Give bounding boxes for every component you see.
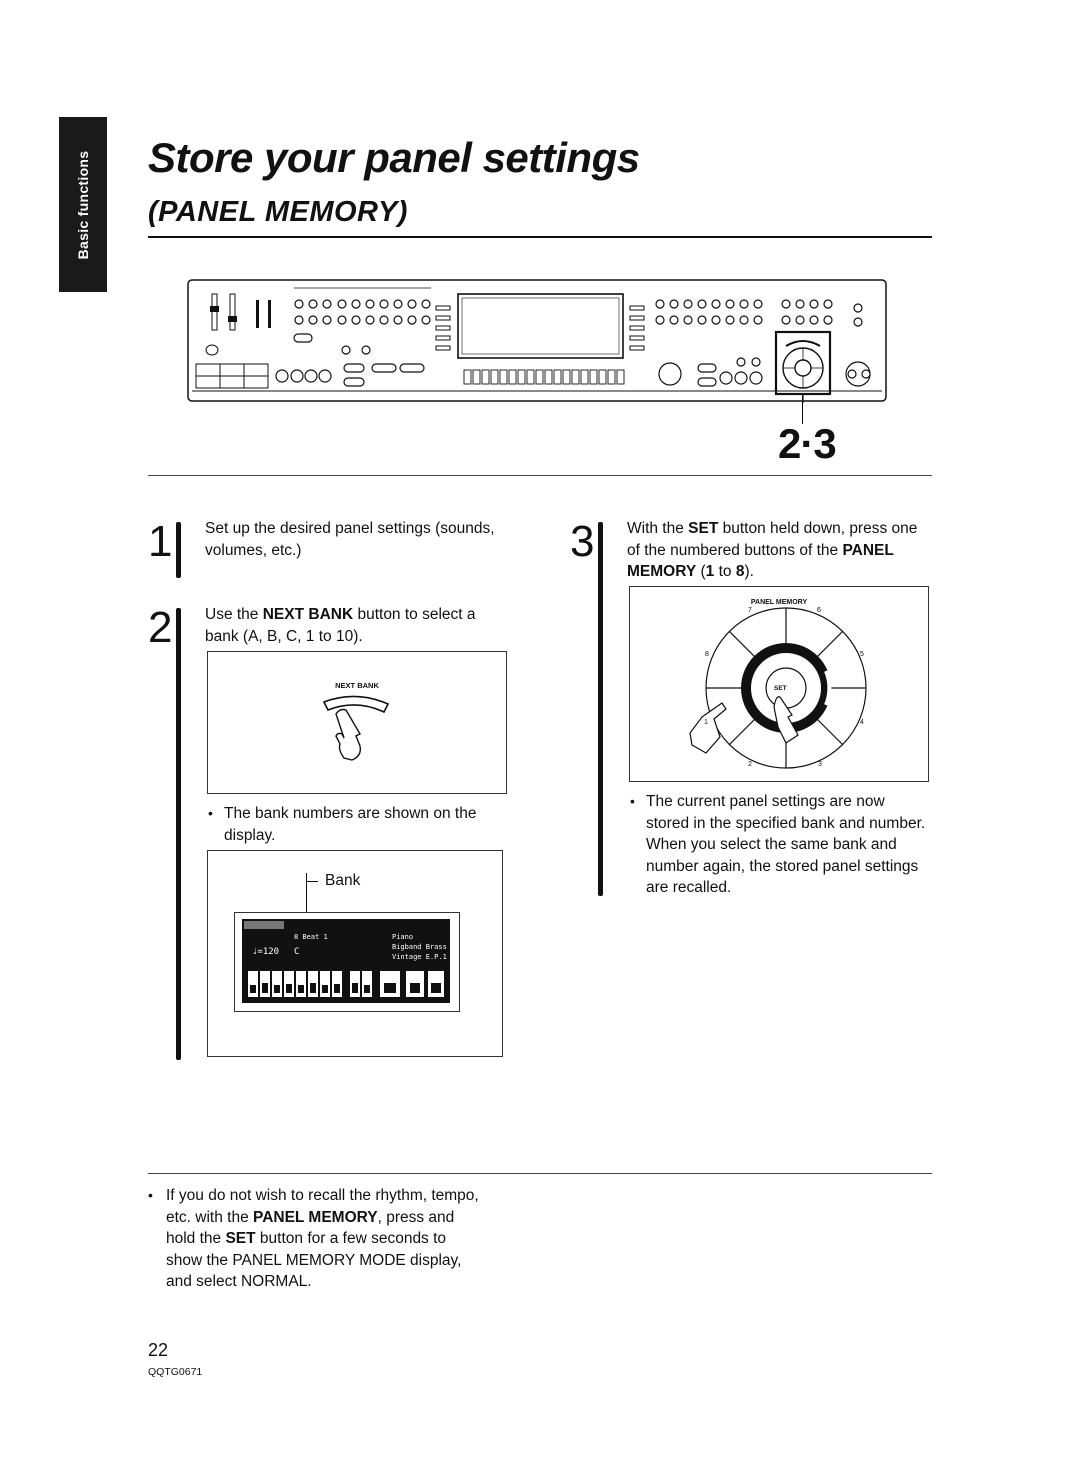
note-bullet-dot: • — [148, 1187, 153, 1203]
bullet-dot-3: • — [630, 793, 635, 809]
step-3-bar — [598, 522, 603, 896]
step-1-number: 1 — [148, 517, 173, 566]
lcd-sound-2: Bigband Brass — [392, 943, 447, 951]
display-figure — [207, 850, 503, 1057]
lcd-mixer-strip — [246, 967, 446, 1001]
lcd-screen — [242, 919, 450, 1003]
step-2-text: Use the NEXT BANK button to select a bank (A, B, C, 1 to 10). — [205, 606, 476, 645]
panel-memory-figure — [629, 586, 929, 782]
segment-number-8: 8 — [705, 651, 709, 658]
step-1-text: Set up the desired panel settings (sounds, volumes, etc.) — [205, 520, 495, 559]
segment-number-2: 2 — [748, 761, 752, 768]
segment-number-3: 3 — [818, 761, 822, 768]
panel-memory-label: PANEL MEMORY — [750, 599, 808, 606]
step-3-text: With the SET button held down, press one of the numbered buttons of the PANEL MEMORY (1 to 8). — [627, 520, 918, 580]
page-subtitle: (PANEL MEMORY) — [148, 196, 408, 228]
panel-memory-dial — [630, 587, 928, 781]
page-title: Store your panel settings — [148, 134, 640, 181]
lcd-bank-indicator — [244, 921, 284, 929]
bank-label: Bank — [325, 872, 361, 889]
keyboard-panel-illustration — [186, 278, 888, 403]
step-2-bar — [176, 608, 181, 1060]
step-3-bullet: The current panel settings are now stored in the specified bank and number. When you select the same bank and number again, the stored panel settings are recalled. — [646, 793, 926, 896]
page-number: 22 — [148, 1340, 169, 1360]
bullet-dot-2: • — [208, 805, 213, 821]
set-label: SET — [774, 685, 787, 692]
lcd-sound-1: Piano — [392, 933, 414, 941]
next-bank-figure — [207, 651, 507, 794]
section-divider-top — [148, 475, 932, 476]
lcd-chord: C — [294, 947, 300, 957]
step-3-number: 3 — [570, 517, 595, 566]
section-tab — [59, 117, 107, 292]
note-text: If you do not wish to recall the rhythm, tempo, etc. with the PANEL MEMORY, press and hold the SET button for a few seconds to show the PANEL MEMORY MODE display, and select NORMAL. — [166, 1187, 479, 1290]
bank-leader-v — [306, 873, 307, 913]
segment-number-4: 4 — [860, 719, 864, 726]
next-bank-label: NEXT BANK — [335, 681, 379, 690]
finger-press-icon — [316, 690, 396, 764]
lcd-sound-3: Vintage E.P.1 — [392, 953, 447, 961]
document-code: QQTG0671 — [148, 1366, 203, 1378]
lcd-frame — [234, 912, 460, 1012]
section-tab-label: Basic functions — [75, 150, 91, 259]
step-callout: 2·3 — [778, 420, 836, 467]
segment-number-1: 1 — [704, 719, 708, 726]
title-divider — [148, 236, 932, 238]
lcd-rhythm: 8 Beat 1 — [294, 933, 328, 941]
segment-number-5: 5 — [860, 651, 864, 658]
segment-number-7: 7 — [748, 607, 752, 614]
step-2-bullet: The bank numbers are shown on the display. — [224, 805, 477, 844]
bank-leader-h — [306, 881, 318, 882]
step-2-number: 2 — [148, 603, 173, 652]
keyboard-panel-svg — [186, 278, 888, 403]
segment-number-6: 6 — [817, 607, 821, 614]
step-1-bar — [176, 522, 181, 578]
section-divider-bottom — [148, 1173, 932, 1174]
lcd-tempo: ♩=120 — [252, 947, 280, 957]
